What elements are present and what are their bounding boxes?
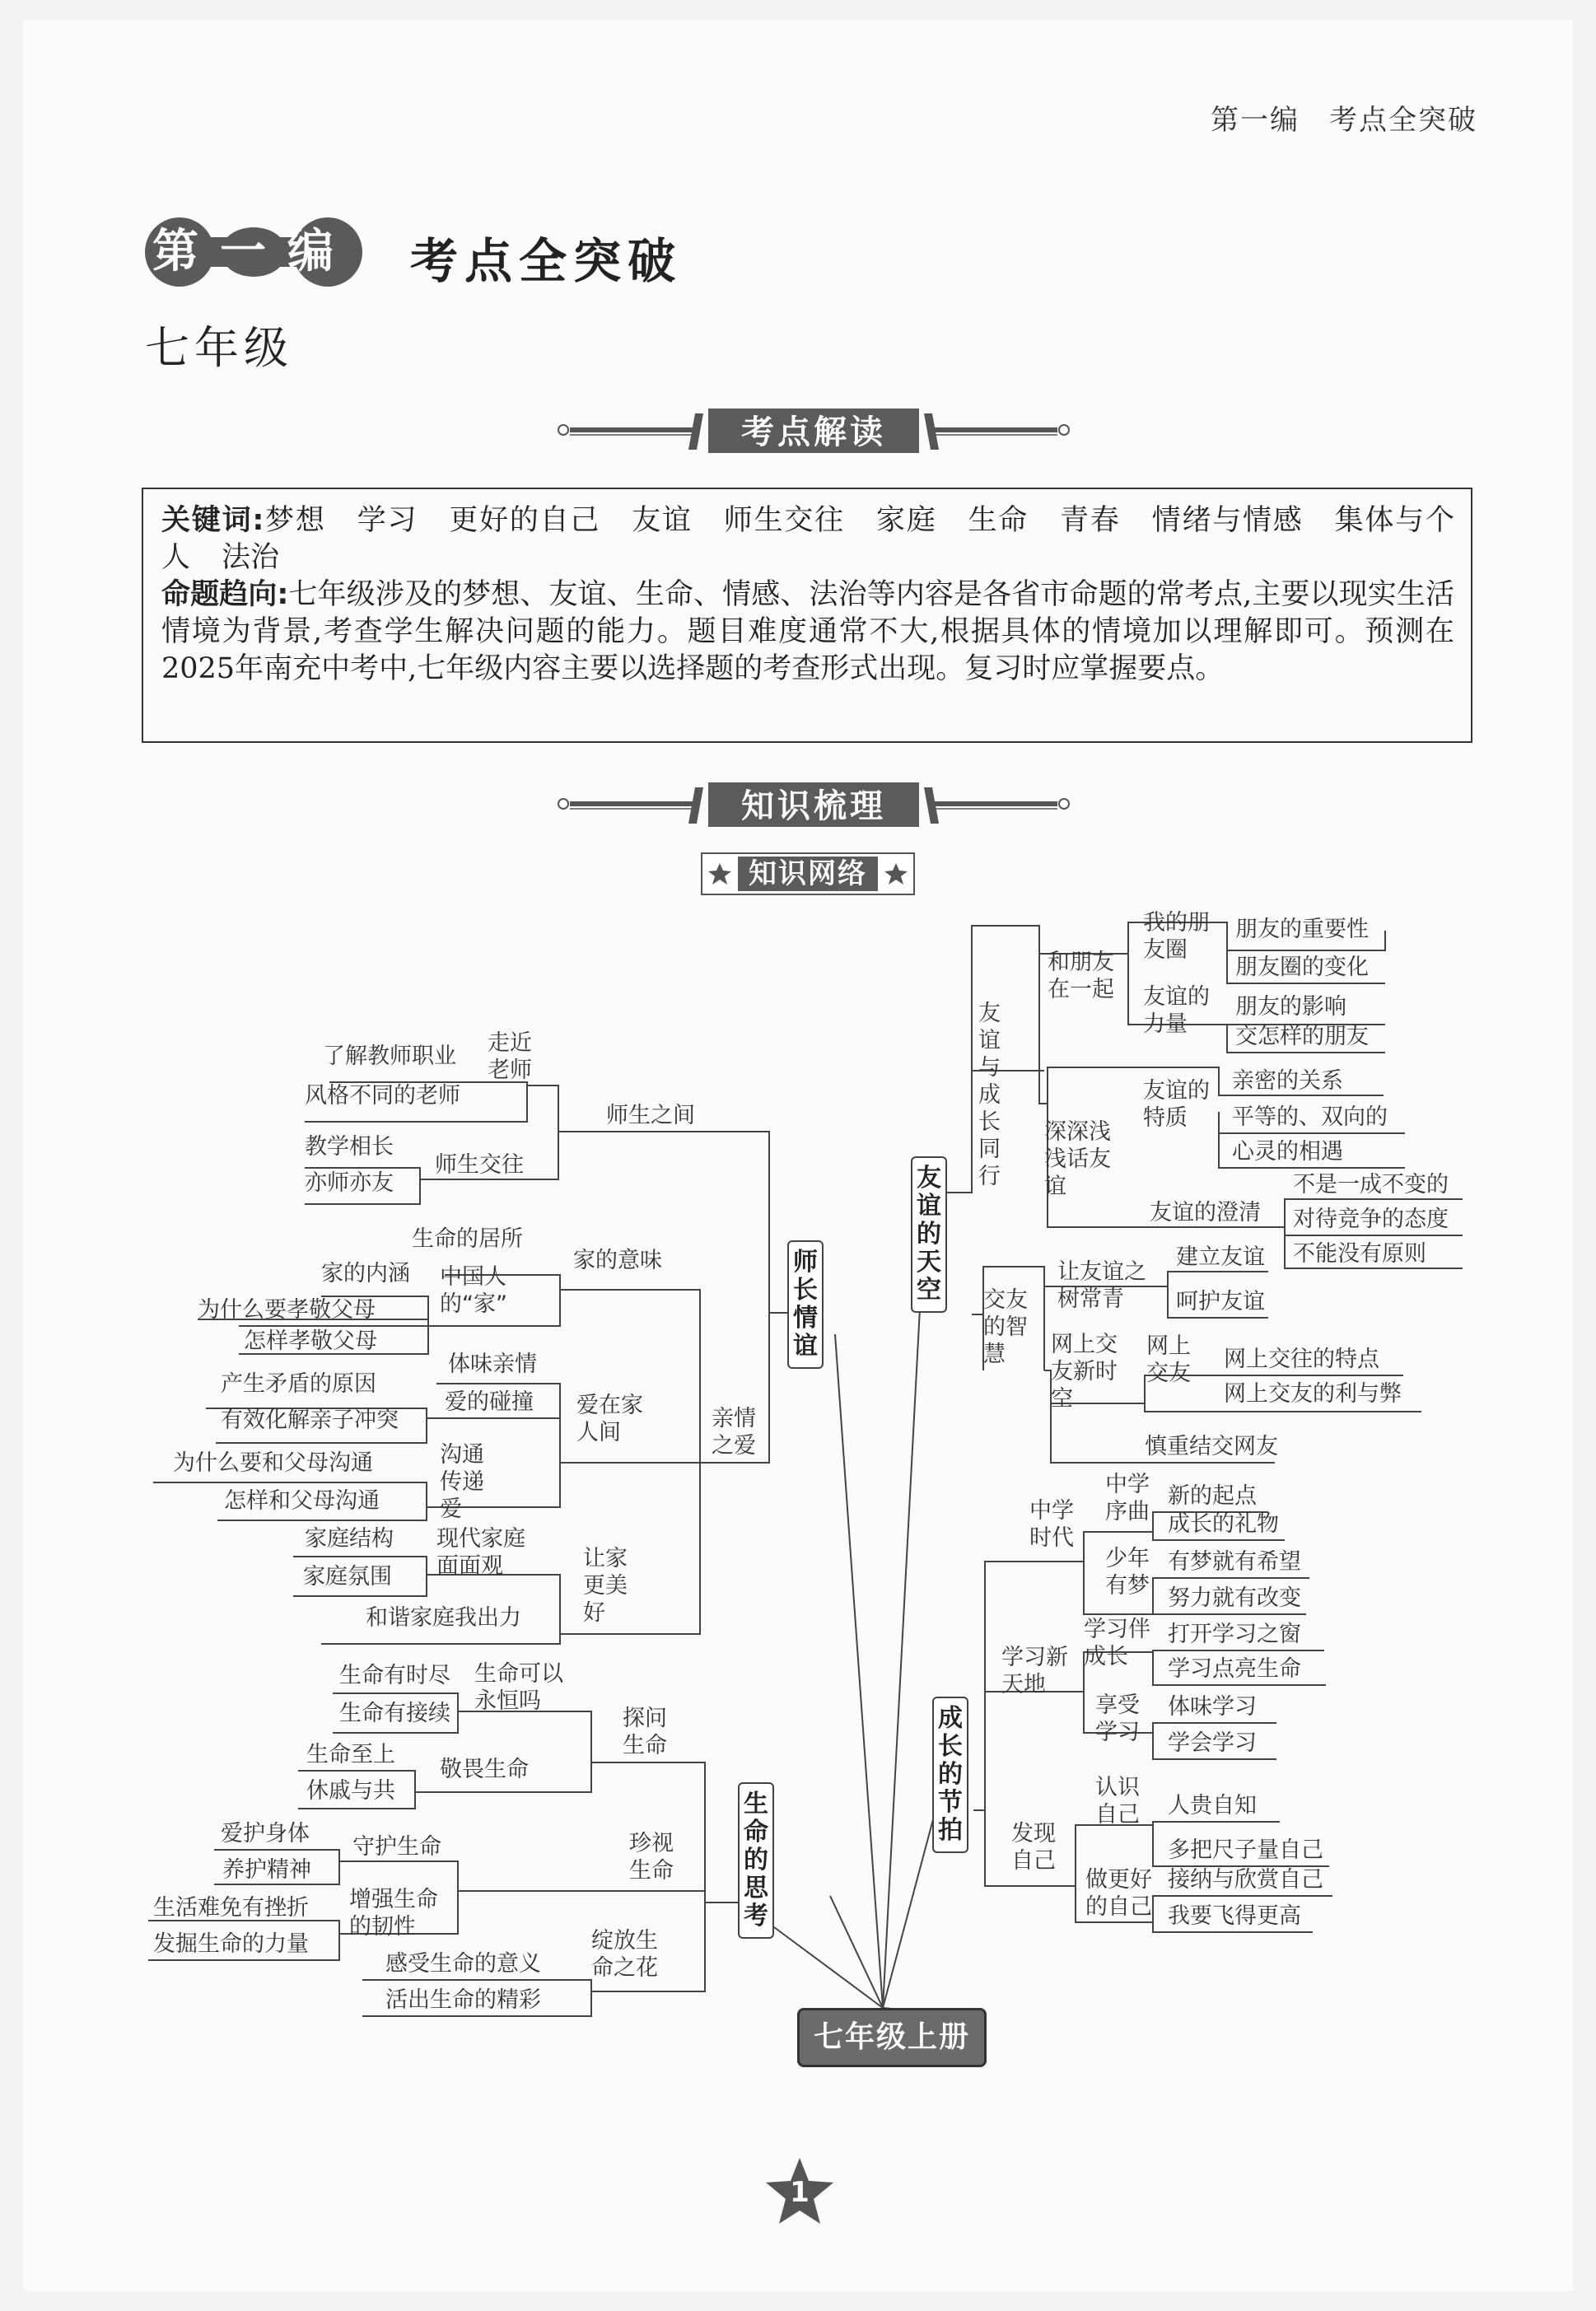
map-node: 为什么要孝敬父母 [198, 1297, 376, 1323]
map-node: 家庭结构 [305, 1526, 394, 1552]
map-node: 朋友的影响 [1235, 994, 1346, 1020]
map-node: 友谊的特质 [1143, 1078, 1210, 1131]
map-node: 体味亲情 [448, 1352, 537, 1377]
map-node: 学习新天地 [1001, 1645, 1068, 1697]
map-node: 家庭氛围 [303, 1564, 392, 1590]
map-node: 建立友谊 [1176, 1244, 1265, 1270]
map-node: 爱在家人间 [576, 1393, 643, 1445]
map-node: 学习点亮生命 [1168, 1656, 1301, 1682]
map-node: 交友的智慧 [983, 1287, 1028, 1367]
map-node: 中学序曲 [1105, 1472, 1150, 1524]
keyword: 家庭 [875, 504, 937, 537]
map-node: 风格不同的老师 [305, 1083, 460, 1109]
trend-text: 七年级涉及的梦想、友谊、生命、情感、法治等内容是各省市命题的常考点,主要以现实生活情境为背景,考查学生解决问题的能力。题目难度通常不大,根据具体的情境加以理解即可。预测在2025年南充中考中,七年级内容主要以选择题的考查形式出现。复习时应掌握要点。 [161, 578, 1454, 685]
map-node: 我要飞得更高 [1168, 1903, 1301, 1929]
map-node: 家的内涵 [321, 1261, 410, 1286]
map-node: 探问生命 [623, 1706, 667, 1758]
network-title: 知识网络 [749, 857, 867, 890]
map-node: 新的起点 [1168, 1483, 1257, 1509]
map-node: 交怎样的朋友 [1235, 1024, 1369, 1049]
map-node: 享受学习 [1095, 1692, 1140, 1745]
map-node: 亲情之爱 [712, 1406, 756, 1459]
map-node: 心灵的相遇 [1232, 1139, 1343, 1165]
map-node: 生活难免有挫折 [153, 1895, 309, 1921]
map-node: 发掘生命的力量 [153, 1931, 309, 1957]
map-node: 有梦就有希望 [1168, 1549, 1301, 1575]
map-node: 家的意味 [573, 1248, 662, 1273]
map-node: 生命有接续 [339, 1701, 450, 1726]
page-number-badge [763, 2155, 837, 2229]
keyword: 师生交往 [723, 504, 845, 537]
branch-life: 生命的思考 [738, 1782, 774, 1939]
trend-label: 命题趋向: [161, 578, 289, 611]
map-node: 慎重结交网友 [1145, 1434, 1278, 1459]
keyword: 梦想 [264, 504, 326, 537]
map-node: 沟通传递爱 [440, 1442, 484, 1522]
section-title-knowledge: 知识梳理 [741, 787, 886, 825]
map-node: 生命至上 [306, 1742, 395, 1767]
map-node: 网上交友的利与弊 [1224, 1381, 1402, 1407]
map-node: 感受生命的意义 [385, 1951, 541, 1977]
map-node: 人贵自知 [1168, 1793, 1257, 1818]
map-node: 绽放生命之花 [591, 1928, 658, 1981]
map-node: 亦师亦友 [305, 1170, 394, 1196]
map-node: 养护精神 [222, 1857, 311, 1883]
branch-growth: 成长的节拍 [932, 1697, 968, 1853]
map-node: 敬畏生命 [440, 1757, 529, 1782]
branch-teacher-parent: 师长情谊 [787, 1240, 824, 1369]
map-node: 学习伴成长 [1084, 1617, 1150, 1669]
map-node: 努力就有改变 [1168, 1585, 1301, 1611]
map-node: 做更好的自己 [1085, 1867, 1152, 1920]
map-node: 深深浅浅话友谊 [1044, 1119, 1111, 1199]
map-node: 有效化解亲子冲突 [221, 1408, 399, 1433]
map-node: 产生矛盾的原因 [221, 1371, 376, 1397]
keyword: 情绪与情感 [1151, 504, 1304, 537]
map-node: 师生交往 [435, 1152, 524, 1178]
map-node: 生命可以永恒吗 [474, 1661, 563, 1714]
map-node: 朋友的重要性 [1235, 917, 1369, 942]
map-node: 爱护身体 [221, 1821, 310, 1846]
map-node: 友谊的澄清 [1150, 1200, 1261, 1226]
map-node: 不能没有原则 [1293, 1241, 1426, 1267]
map-node: 发现自己 [1011, 1821, 1056, 1874]
keyword: 青春 [1060, 504, 1121, 537]
map-node: 学会学习 [1168, 1730, 1257, 1756]
map-node: 增强生命的韧性 [349, 1887, 438, 1940]
map-node: 呵护友谊 [1176, 1289, 1265, 1314]
map-node: 友谊与成长同行 [978, 1001, 1001, 1189]
keyword: 友谊 [632, 504, 693, 537]
page-number: 1 [790, 2176, 810, 2209]
map-node: 中国人的“家” [440, 1264, 507, 1317]
map-node: 让友谊之树常青 [1057, 1259, 1146, 1312]
keyword: 更好的自己 [449, 504, 601, 537]
map-node: 友谊的力量 [1143, 984, 1210, 1037]
map-node: 生命有时尽 [339, 1663, 450, 1688]
keyword: 学习 [357, 504, 418, 537]
map-node: 走近老师 [488, 1030, 532, 1083]
map-node: 认识自己 [1095, 1775, 1140, 1828]
map-node: 对待竞争的态度 [1293, 1207, 1449, 1232]
section-title-interpret: 考点解读 [741, 413, 886, 451]
map-node: 中学时代 [1029, 1498, 1074, 1551]
map-node: 多把尺子量自己 [1168, 1837, 1323, 1863]
map-node: 朋友圈的变化 [1235, 955, 1369, 980]
keyword: 集体与个人 [161, 504, 1454, 574]
map-node: 网上交友新时空 [1051, 1332, 1118, 1412]
map-node: 守护生命 [352, 1834, 441, 1860]
map-node: 活出生命的精彩 [385, 1987, 541, 2013]
running-head: 第一编 考点全突破 [1211, 104, 1477, 137]
map-node: 怎样和父母沟通 [224, 1488, 380, 1514]
map-node: 网上交友 [1146, 1333, 1191, 1386]
map-node: 了解教师职业 [323, 1043, 456, 1069]
map-node: 教学相长 [305, 1134, 394, 1160]
chapter-badge-text: 第一编 [152, 225, 355, 278]
map-node: 让家更美好 [583, 1546, 628, 1626]
map-node: 休戚与共 [306, 1778, 395, 1804]
map-node: 少年有梦 [1105, 1546, 1150, 1599]
map-node: 体味学习 [1168, 1694, 1257, 1720]
map-node: 网上交往的特点 [1224, 1347, 1379, 1372]
chapter-title: 考点全突破 [410, 233, 683, 289]
map-node: 为什么要和父母沟通 [173, 1450, 373, 1476]
map-node: 打开学习之窗 [1168, 1622, 1301, 1647]
map-node: 接纳与欣赏自己 [1168, 1867, 1323, 1893]
map-node: 和朋友在一起 [1048, 950, 1114, 1002]
map-node: 我的朋友圈 [1143, 910, 1210, 963]
grade-heading: 七年级 [145, 322, 293, 374]
map-node: 亲密的关系 [1232, 1068, 1343, 1094]
keyword: 法治 [222, 541, 280, 574]
map-node: 不是一成不变的 [1293, 1172, 1449, 1198]
map-node: 成长的礼物 [1168, 1511, 1279, 1537]
keyword: 生命 [968, 504, 1029, 537]
map-node: 珍视生命 [629, 1831, 674, 1884]
mindmap-root: 七年级上册 [797, 2008, 987, 2067]
map-node: 和谐家庭我出力 [366, 1605, 521, 1631]
map-node: 生命的居所 [412, 1226, 523, 1252]
map-node: 怎样孝敬父母 [244, 1328, 377, 1354]
keywords-label: 关键词: [161, 504, 264, 537]
map-node: 现代家庭面面观 [436, 1526, 525, 1579]
map-node: 爱的碰撞 [445, 1389, 534, 1415]
map-node: 师生之间 [606, 1103, 695, 1128]
branch-friendship: 友谊的天空 [911, 1156, 947, 1313]
map-node: 平等的、双向的 [1232, 1104, 1388, 1130]
